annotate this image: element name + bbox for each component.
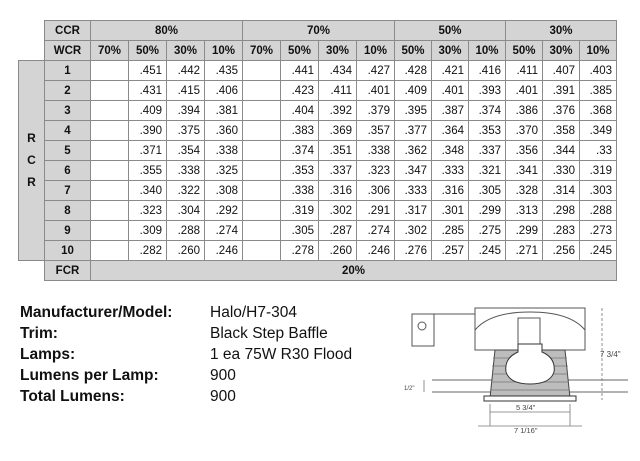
cu-cell: .328 [506,181,543,201]
spec-key: Lumens per Lamp: [20,366,159,384]
cu-cell: .302 [395,221,432,241]
table-row [19,161,617,181]
wall-reflectance-header: 30% [432,41,469,61]
cu-cell: .287 [319,221,357,241]
cu-cell: .356 [506,141,543,161]
cu-cell: .411 [319,81,357,101]
ccr-label: CCR [45,21,91,41]
cu-cell [91,241,129,261]
wall-reflectance-header: 70% [91,41,129,61]
cu-cell: .304 [167,201,205,221]
cu-cell [91,161,129,181]
cu-cell [243,221,281,241]
cu-cell: .409 [129,101,167,121]
cu-cell: .308 [205,181,243,201]
cu-cell: .285 [432,221,469,241]
cu-cell: .338 [205,141,243,161]
cu-cell: .305 [469,181,506,201]
cu-cell: .344 [543,141,580,161]
wcr-header-row [19,41,617,61]
cu-cell: .403 [580,61,617,81]
table-row [19,221,617,241]
fcr-label: FCR [45,261,91,281]
cu-cell: .317 [395,201,432,221]
cu-cell [243,241,281,261]
cu-cell: .292 [205,201,243,221]
cu-cell: .375 [167,121,205,141]
cu-cell: .299 [506,221,543,241]
cu-cell: .323 [357,161,395,181]
coefficient-of-utilization-table [18,20,617,281]
ccr-group-header: 30% [506,21,617,41]
wall-reflectance-header: 50% [395,41,432,61]
cu-cell: .416 [469,61,506,81]
cu-cell: .288 [167,221,205,241]
cu-cell [243,101,281,121]
cu-cell: .330 [543,161,580,181]
spec-value: 1 ea 75W R30 Flood [210,345,353,363]
cu-cell: .374 [469,101,506,121]
cu-cell: .322 [167,181,205,201]
cu-cell: .301 [432,201,469,221]
cu-cell: .427 [357,61,395,81]
wall-reflectance-header: 50% [281,41,319,61]
cu-cell: .391 [543,81,580,101]
cu-cell: .309 [129,221,167,241]
cu-cell: .347 [395,161,432,181]
spec-row [20,365,352,386]
cu-cell: .353 [281,161,319,181]
cu-cell: .349 [580,121,617,141]
cu-cell: .383 [281,121,319,141]
cu-cell: .313 [506,201,543,221]
cu-cell: .358 [543,121,580,141]
cu-cell [243,201,281,221]
cu-cell: .392 [319,101,357,121]
cu-cell: .283 [543,221,580,241]
wall-reflectance-header: 10% [580,41,617,61]
fcr-value: 20% [91,261,617,281]
spec-row [20,344,352,365]
table-row [19,81,617,101]
ccr-header-row [19,21,617,41]
cu-cell: .291 [357,201,395,221]
cu-cell: .333 [432,161,469,181]
cu-cell: .323 [129,201,167,221]
cu-cell: .351 [319,141,357,161]
cu-cell: .368 [580,101,617,121]
spec-value: 900 [210,387,236,405]
rcr-value: 10 [45,241,91,261]
table-row [19,101,617,121]
cu-cell: .401 [506,81,543,101]
cu-cell: .246 [357,241,395,261]
spec-value: Black Step Baffle [210,324,328,342]
cu-cell [243,61,281,81]
rcr-value: 7 [45,181,91,201]
wall-reflectance-header: 10% [469,41,506,61]
wall-reflectance-header: 30% [319,41,357,61]
table-row [19,201,617,221]
cu-cell: .245 [580,241,617,261]
cu-cell: .353 [469,121,506,141]
cu-cell: .371 [129,141,167,161]
cu-cell [243,121,281,141]
cu-cell: .406 [205,81,243,101]
cu-cell: .394 [167,101,205,121]
cu-cell: .431 [129,81,167,101]
cu-cell [91,141,129,161]
cu-cell: .428 [395,61,432,81]
cu-cell: .288 [580,201,617,221]
cu-cell: .338 [167,161,205,181]
cu-cell: .385 [580,81,617,101]
cu-cell: .409 [395,81,432,101]
ccr-group-header: 80% [91,21,243,41]
corner-blank [19,41,45,61]
cu-cell: .441 [281,61,319,81]
cu-cell [91,221,129,241]
rcr-value: 8 [45,201,91,221]
cu-cell: .316 [432,181,469,201]
cu-cell [91,81,129,101]
cu-cell: .376 [543,101,580,121]
cu-cell: .354 [167,141,205,161]
ccr-group-header: 70% [243,21,395,41]
cu-cell [91,101,129,121]
cu-cell [91,121,129,141]
rcr-vertical-label [19,61,45,261]
spec-value: Halo/H7-304 [210,303,298,321]
cu-cell: .245 [469,241,506,261]
cu-cell: .325 [205,161,243,181]
wcr-label: WCR [45,41,91,61]
cu-cell: .276 [395,241,432,261]
cu-cell: .401 [357,81,395,101]
cu-cell [91,181,129,201]
rcr-value: 4 [45,121,91,141]
corner-blank [19,21,45,41]
cu-cell: .271 [506,241,543,261]
wall-reflectance-header: 10% [357,41,395,61]
cu-cell: .319 [580,161,617,181]
wall-reflectance-header: 30% [543,41,580,61]
height-dimension-label: 7 3/4" [600,350,621,359]
cu-cell: .299 [469,201,506,221]
cu-cell: .337 [469,141,506,161]
cu-cell: .273 [580,221,617,241]
aperture-dimension-label: 5 3/4" [516,403,536,412]
wall-reflectance-header: 70% [243,41,281,61]
spec-key: Lamps: [20,345,76,363]
table-row [19,181,617,201]
overall-dimension-label: 7 1/16" [514,426,538,435]
cu-cell: .374 [281,141,319,161]
table-row [19,121,617,141]
wall-reflectance-header: 30% [167,41,205,61]
spec-row [20,323,352,344]
cu-cell: .338 [357,141,395,161]
corner-blank [19,261,45,281]
table-row [19,61,617,81]
rcr-value: 2 [45,81,91,101]
cu-cell: .341 [506,161,543,181]
cu-cell: .303 [580,181,617,201]
spec-key: Trim: [20,324,58,342]
cu-cell: .423 [281,81,319,101]
cu-cell: .435 [205,61,243,81]
cu-cell: .355 [129,161,167,181]
cu-cell: .370 [506,121,543,141]
cu-cell [91,201,129,221]
cu-cell: .364 [432,121,469,141]
cu-cell: .340 [129,181,167,201]
cu-cell [243,141,281,161]
cu-cell: .316 [319,181,357,201]
cu-cell: .421 [432,61,469,81]
cu-cell: .411 [506,61,543,81]
rcr-label-letter: C [27,153,36,167]
cu-cell: .246 [205,241,243,261]
cu-cell: .33 [580,141,617,161]
fixture-specifications [20,302,352,407]
rcr-value: 6 [45,161,91,181]
spec-value: 900 [210,366,236,384]
cu-cell: .360 [205,121,243,141]
cu-cell: .451 [129,61,167,81]
rcr-value: 9 [45,221,91,241]
cu-cell: .260 [167,241,205,261]
cu-cell: .302 [319,201,357,221]
cu-cell: .407 [543,61,580,81]
cu-cell: .314 [543,181,580,201]
rcr-value: 5 [45,141,91,161]
cu-cell [243,81,281,101]
cu-cell: .362 [395,141,432,161]
rcr-label-letter: R [27,175,36,189]
cu-cell: .379 [357,101,395,121]
cu-cell: .393 [469,81,506,101]
rcr-label-letter: R [27,131,36,145]
cu-cell: .260 [319,241,357,261]
cu-cell: .434 [319,61,357,81]
cu-cell: .369 [319,121,357,141]
flange-dimension-label: 1/2" [404,386,415,392]
cu-cell: .257 [432,241,469,261]
spec-key: Manufacturer/Model: [20,303,173,321]
cu-cell: .319 [281,201,319,221]
cu-cell: .401 [432,81,469,101]
spec-row [20,386,352,407]
cu-cell: .395 [395,101,432,121]
cu-cell: .357 [357,121,395,141]
cu-cell: .338 [281,181,319,201]
cu-cell: .404 [281,101,319,121]
wall-reflectance-header: 10% [205,41,243,61]
cu-cell: .274 [205,221,243,241]
cu-cell: .275 [469,221,506,241]
cu-cell [243,161,281,181]
cu-cell: .321 [469,161,506,181]
spec-row [20,302,352,323]
cu-cell: .306 [357,181,395,201]
cu-cell: .298 [543,201,580,221]
table-row [19,241,617,261]
cu-cell: .390 [129,121,167,141]
cu-cell: .274 [357,221,395,241]
fixture-cross-section-drawing [400,300,630,435]
cu-cell: .278 [281,241,319,261]
cu-cell: .282 [129,241,167,261]
table-row [19,141,617,161]
ccr-group-header: 50% [395,21,506,41]
cu-cell: .386 [506,101,543,121]
cu-cell [243,181,281,201]
cu-cell: .337 [319,161,357,181]
cu-cell: .442 [167,61,205,81]
cu-cell: .348 [432,141,469,161]
rcr-value: 3 [45,101,91,121]
cu-cell: .256 [543,241,580,261]
wall-reflectance-header: 50% [129,41,167,61]
cu-cell: .377 [395,121,432,141]
fcr-row [19,261,617,281]
cu-cell: .381 [205,101,243,121]
cu-cell: .387 [432,101,469,121]
cu-cell: .415 [167,81,205,101]
spec-key: Total Lumens: [20,387,125,405]
wall-reflectance-header: 50% [506,41,543,61]
cu-cell [91,61,129,81]
rcr-value: 1 [45,61,91,81]
cu-cell: .305 [281,221,319,241]
cu-cell: .333 [395,181,432,201]
